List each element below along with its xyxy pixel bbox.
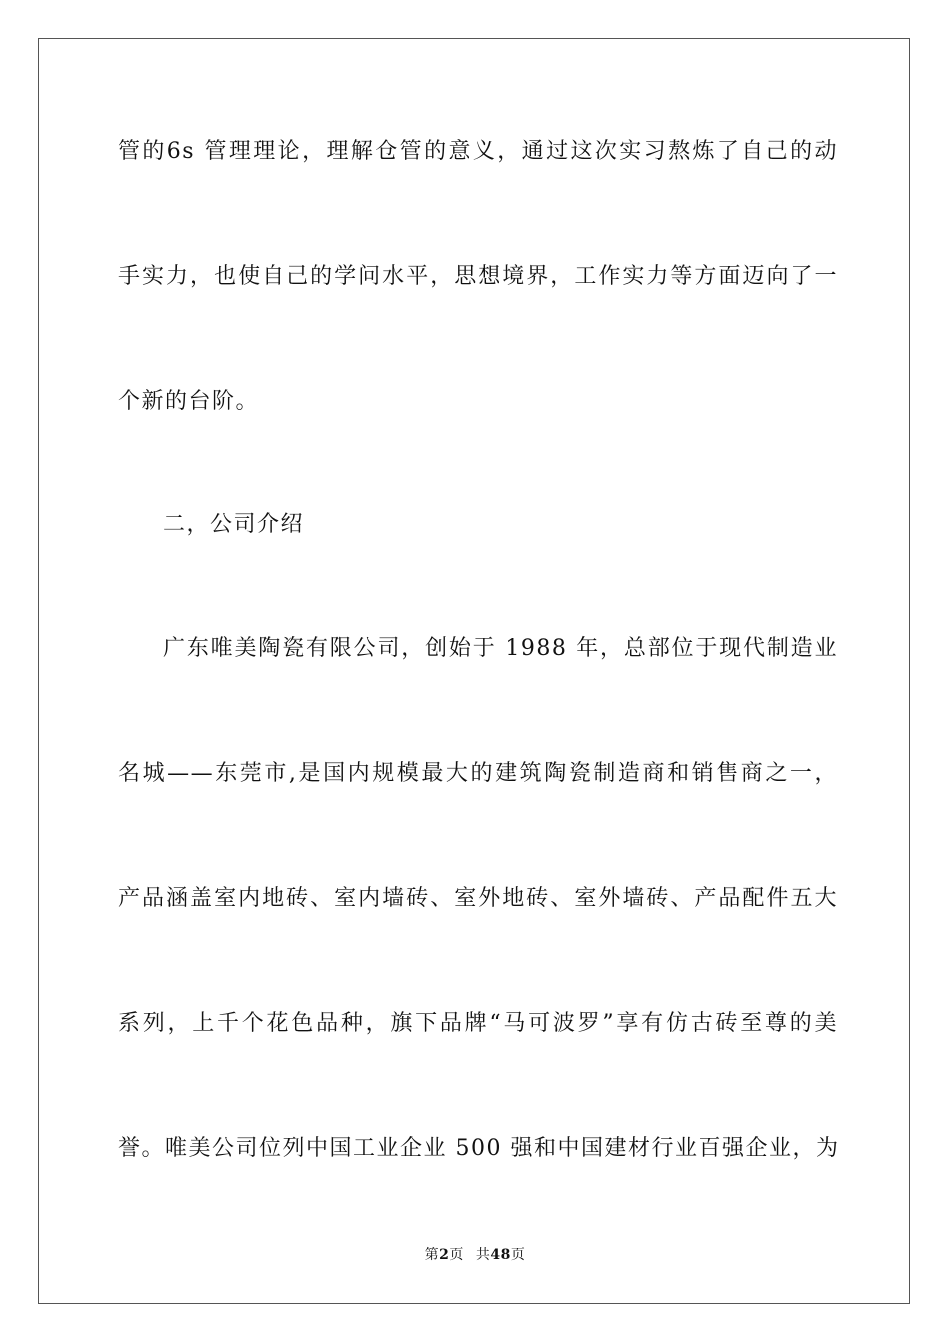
footer-total-prefix: 共 bbox=[475, 1247, 491, 1263]
footer-total-pages: 48 bbox=[490, 1247, 511, 1263]
body-line-1: 管的6s 管理理论，理解仓管的意义，通过这次实习熬炼了自己的动 bbox=[118, 139, 838, 164]
body-line-5: 广东唯美陶瓷有限公司，创始于 1988 年，总部位于现代制造业 bbox=[163, 636, 838, 661]
body-line-9: 誉。唯美公司位列中国工业企业 500 强和中国建材行业百强企业，为 bbox=[118, 1136, 840, 1161]
footer-total-suffix: 页 bbox=[510, 1247, 526, 1263]
page-frame bbox=[38, 38, 910, 1304]
body-line-8: 系列，上千个花色品种，旗下品牌“马可波罗”享有仿古砖至尊的美 bbox=[118, 1011, 838, 1036]
body-line-2: 手实力，也使自己的学问水平，思想境界，工作实力等方面迈向了一 bbox=[118, 264, 838, 289]
footer-page-number: 2 bbox=[439, 1247, 450, 1263]
footer-page-prefix: 第 bbox=[424, 1247, 440, 1263]
page-footer bbox=[0, 1246, 950, 1264]
body-line-3: 个新的台阶。 bbox=[118, 389, 260, 414]
section-heading: 二，公司介绍 bbox=[163, 512, 305, 537]
body-line-7: 产品涵盖室内地砖、室内墙砖、室外地砖、室外墙砖、产品配件五大 bbox=[118, 886, 838, 911]
body-line-6: 名城——东莞市,是国内规模最大的建筑陶瓷制造商和销售商之一， bbox=[118, 761, 838, 786]
footer-page-suffix: 页 bbox=[449, 1247, 464, 1263]
